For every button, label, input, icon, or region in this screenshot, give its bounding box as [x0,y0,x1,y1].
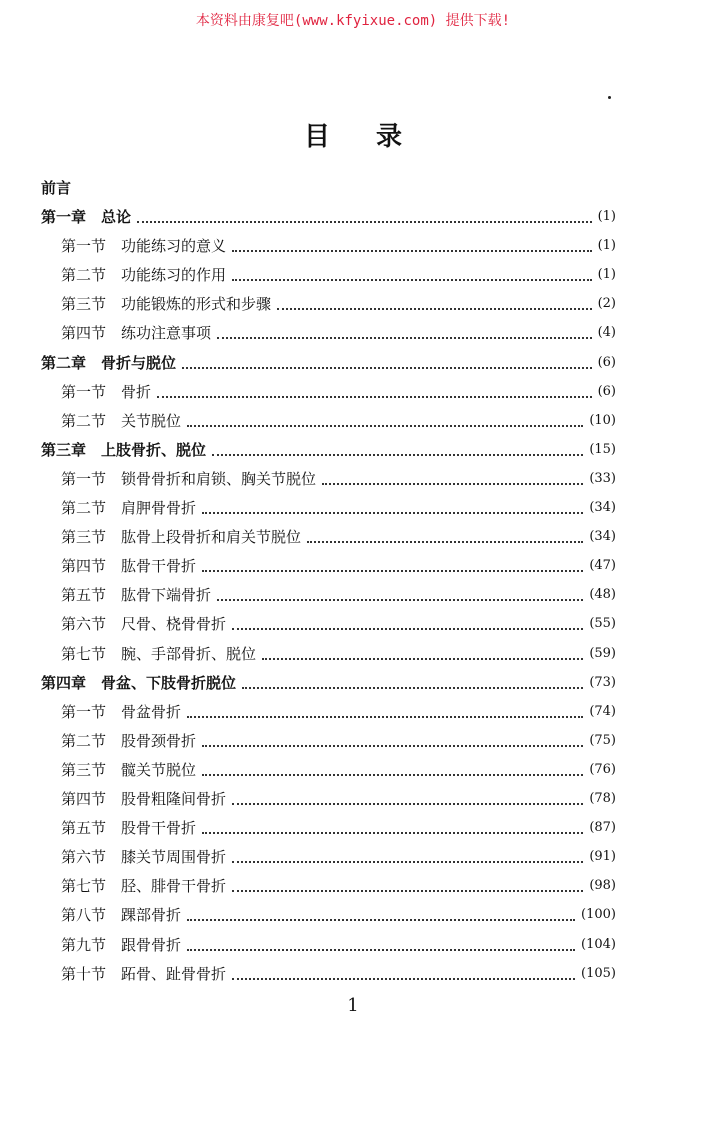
toc-entry-title: 第三章 上肢骨折、脱位 [41,441,207,459]
toc-entry-page: (91) [589,849,616,864]
dot-leader [202,818,583,834]
toc-section-row[interactable] [61,642,616,664]
toc-entry-page: (105) [581,966,616,981]
dot-leader [182,353,592,369]
toc-entry-page: (34) [589,529,616,544]
dot-leader [307,527,583,543]
toc-entry-page: (76) [589,762,616,777]
toc-entry-page: (48) [589,587,616,602]
toc-entry-title: 第九节 跟骨骨折 [61,936,182,954]
toc-entry-title: 第二节 肩胛骨骨折 [61,499,197,517]
toc-entry-page: (6) [597,355,616,370]
toc-entry-title: 第一章 总论 [41,208,132,226]
toc-entry-title: 第一节 功能练习的意义 [61,237,227,255]
toc-section-row[interactable] [61,583,616,605]
toc-entry-page: (6) [597,384,616,399]
toc-section-row[interactable] [61,874,616,896]
toc-section-row[interactable] [61,787,616,809]
toc-entry-page: (98) [589,878,616,893]
toc-section-row[interactable] [61,263,616,285]
toc-entry-page: (47) [589,558,616,573]
toc-chapter-row[interactable] [41,438,616,460]
dot-leader [232,876,583,892]
toc-section-row[interactable] [61,380,616,402]
download-source-link[interactable]: 本资料由康复吧(www.kfyixue.com) 提供下载! [195,13,511,29]
toc-section-row[interactable] [61,845,616,867]
toc-entry-page: (4) [597,325,616,340]
toc-foreword[interactable]: 前言 [41,179,72,197]
toc-entry-title: 第三节 髋关节脱位 [61,761,197,779]
toc-chapter-row[interactable] [41,205,616,227]
toc-entry-title: 第五节 肱骨下端骨折 [61,586,212,604]
toc-section-row[interactable] [61,525,616,547]
dot-leader [202,556,583,572]
toc-entry-title: 第五节 股骨干骨折 [61,819,197,837]
toc-chapter-row[interactable] [41,671,616,693]
toc-entry-page: (1) [597,209,616,224]
dot-leader [242,673,583,689]
toc-entry-page: (87) [589,820,616,835]
toc-entry-page: (1) [597,238,616,253]
toc-entry-title: 第七节 胫、腓骨干骨折 [61,877,227,895]
toc-entry-page: (10) [589,413,616,428]
toc-section-row[interactable] [61,903,616,925]
dot-leader [217,585,583,601]
dot-leader [202,498,583,514]
toc-entry-page: (1) [597,267,616,282]
toc-section-row[interactable] [61,933,616,955]
dot-leader [232,964,575,980]
toc-section-row[interactable] [61,234,616,256]
toc-entry-title: 第二节 股骨颈骨折 [61,732,197,750]
toc-chapter-row[interactable] [41,351,616,373]
toc-section-row[interactable] [61,292,616,314]
dot-leader [262,644,583,660]
toc-entry-title: 第一节 锁骨骨折和肩锁、胸关节脱位 [61,470,317,488]
dot-leader [217,323,592,339]
toc-section-row[interactable] [61,700,616,722]
toc-entry-title: 第六节 尺骨、桡骨骨折 [61,615,227,633]
toc-entry-title: 第一节 骨盆骨折 [61,703,182,721]
dot-leader [202,731,583,747]
toc-entry-title: 第三节 功能锻炼的形式和步骤 [61,295,272,313]
dot-leader [322,469,583,485]
toc-entry-page: (15) [589,442,616,457]
page-title: 目录 [303,122,448,152]
toc-entry-title: 第十节 跖骨、趾骨骨折 [61,965,227,983]
dot-leader [232,265,592,281]
toc-entry-page: (104) [581,937,616,952]
toc-entry-page: (100) [581,907,616,922]
dot-leader [187,905,575,921]
dot-leader [202,760,583,776]
toc-section-row[interactable] [61,729,616,751]
toc-section-row[interactable] [61,409,616,431]
toc-entry-title: 第八节 踝部骨折 [61,906,182,924]
dot-leader [212,440,583,456]
toc-section-row[interactable] [61,612,616,634]
dot-leader [157,382,592,398]
dot-leader [232,614,583,630]
toc-section-row[interactable] [61,816,616,838]
toc-section-row[interactable] [61,554,616,576]
toc-entry-page: (73) [589,675,616,690]
toc-entry-title: 第二节 功能练习的作用 [61,266,227,284]
toc-entry-title: 第一节 骨折 [61,383,152,401]
toc-section-row[interactable] [61,467,616,489]
toc-entry-title: 第四节 肱骨干骨折 [61,557,197,575]
toc-entry-title: 第四节 股骨粗隆间骨折 [61,790,227,808]
dot-leader [187,411,583,427]
toc-entry-page: (2) [597,296,616,311]
toc-entry-title: 第四节 练功注意事项 [61,324,212,342]
toc-section-row[interactable] [61,321,616,343]
toc-entry-page: (75) [589,733,616,748]
toc-entry-title: 第三节 肱骨上段骨折和肩关节脱位 [61,528,302,546]
toc-section-row[interactable] [61,962,616,984]
dot-leader [232,847,583,863]
toc-entry-page: (34) [589,500,616,515]
toc-section-row[interactable] [61,496,616,518]
toc-entry-title: 第二章 骨折与脱位 [41,354,177,372]
dot-leader [137,207,592,223]
dot-leader [187,935,575,951]
dot-leader [277,294,592,310]
dot-leader [232,236,592,252]
toc-entry-page: (74) [589,704,616,719]
toc-entry-title: 第二节 关节脱位 [61,412,182,430]
toc-entry-title: 第六节 膝关节周围骨折 [61,848,227,866]
page-number: 1 [347,995,359,1016]
toc-entry-title: 第七节 腕、手部骨折、脱位 [61,645,257,663]
toc-entry-page: (78) [589,791,616,806]
dot-leader [187,702,583,718]
toc-entry-page: (55) [589,616,616,631]
scan-speck [608,96,611,99]
toc-entry-page: (59) [589,646,616,661]
toc-entry-title: 第四章 骨盆、下肢骨折脱位 [41,674,237,692]
toc-entry-page: (33) [589,471,616,486]
dot-leader [232,789,583,805]
toc-section-row[interactable] [61,758,616,780]
